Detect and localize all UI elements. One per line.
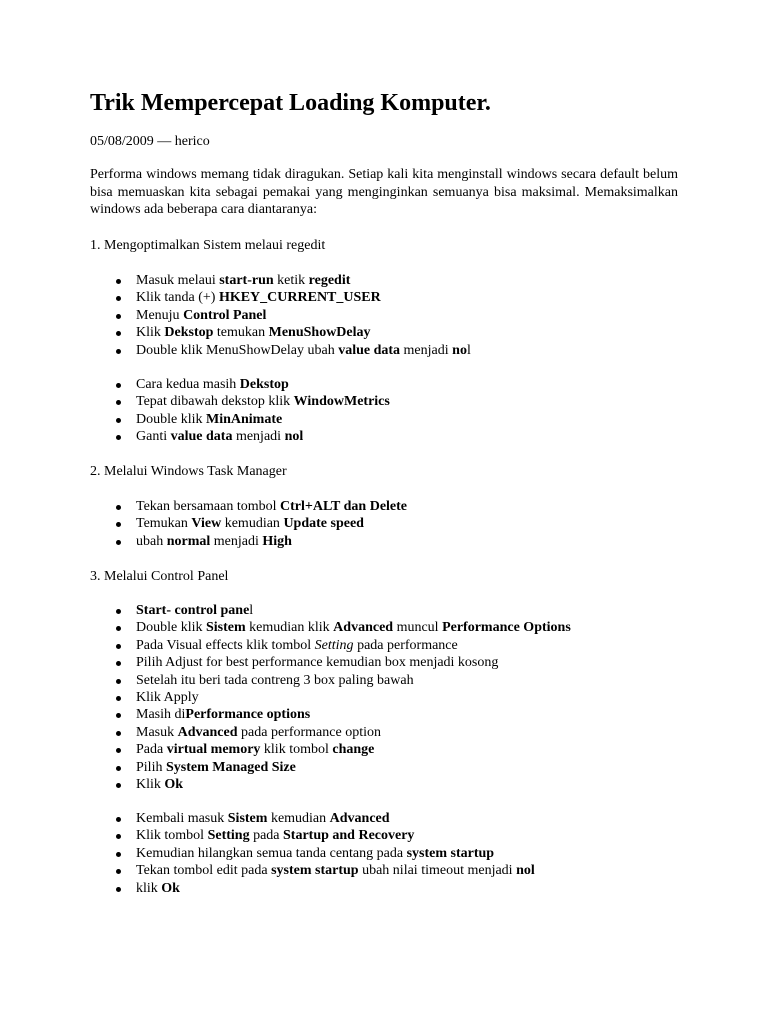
section-title: 3. Melalui Control Panel	[90, 569, 229, 584]
list-item-text: Pada Visual effects klik tombol	[136, 637, 315, 653]
list-item	[90, 724, 571, 741]
list-item	[90, 689, 571, 706]
list-item-text: MinAnimate	[206, 411, 283, 427]
list-item-text: regedit	[308, 273, 351, 288]
list-item	[90, 845, 535, 862]
section-title: 2. Melalui Windows Task Manager	[90, 464, 287, 479]
list-item-text: Control Panel	[183, 307, 267, 323]
list-item-text: Cara kedua masih	[136, 377, 240, 392]
list-item-text: Temukan	[136, 516, 192, 532]
list-item-text: Performance Options	[442, 620, 571, 636]
list-item	[90, 706, 571, 723]
list-item-text: Setelah itu beri tada contreng 3 box paling bawah	[136, 672, 414, 688]
list-item-text: Pilih Adjust for best performance kemudian box menjadi kosong	[136, 655, 499, 671]
bullet-list	[90, 602, 571, 793]
list-item-text: normal	[166, 533, 211, 549]
list-item-text: Klik	[136, 777, 165, 793]
list-item	[90, 533, 407, 550]
list-item-text: system startup	[406, 845, 495, 861]
list-item-text: temukan	[213, 325, 269, 341]
list-item-text: HKEY_CURRENT_USER	[218, 290, 381, 306]
list-item	[90, 602, 571, 619]
list-item	[90, 862, 535, 879]
list-item-text: Advanced	[177, 724, 238, 740]
list-item-text: Sistem	[227, 811, 268, 826]
list-item-text: l	[249, 603, 254, 618]
list-item-text: l	[466, 342, 471, 358]
bullet-list	[90, 376, 390, 446]
list-item	[90, 411, 390, 428]
list-item-text: Setting	[207, 828, 250, 844]
list-item-text: menjadi	[400, 342, 453, 358]
list-item-text: pada performance option	[237, 724, 381, 740]
list-item-text: Ok	[161, 880, 180, 896]
list-item	[90, 289, 471, 306]
bullet-list	[90, 810, 535, 897]
list-item-text: High	[262, 533, 292, 549]
list-item-text: Tekan bersamaan tombol	[136, 499, 281, 514]
list-item-text: kemudian	[221, 516, 284, 532]
list-item-text: ubah	[136, 533, 167, 549]
list-item-text: Advanced	[329, 811, 390, 826]
list-item-text: nol	[284, 429, 304, 445]
list-item	[90, 637, 571, 654]
list-item-text: value data	[170, 429, 233, 445]
list-item	[90, 428, 390, 445]
list-item-text: Kemudian hilangkan semua tanda centang pada	[136, 845, 407, 861]
list-item	[90, 376, 390, 393]
list-item-text: no	[452, 342, 467, 358]
document-title: Trik Mempercepat Loading Komputer.	[90, 90, 491, 116]
list-item-text: Masuk	[136, 724, 178, 740]
list-item-text: Kembali masuk	[136, 811, 228, 826]
list-item-text: Tepat dibawah dekstop klik	[136, 394, 294, 410]
list-item	[90, 672, 571, 689]
list-item-text: Start- control pane	[136, 603, 250, 618]
section-title: 1. Mengoptimalkan Sistem melaui regedit	[90, 238, 326, 253]
bullet-list	[90, 272, 471, 359]
list-item-text: value data	[338, 342, 401, 358]
list-item-text: menjadi	[232, 429, 285, 445]
list-item-text: Klik Apply	[136, 690, 199, 706]
list-item	[90, 619, 571, 636]
list-item-text: kemudian	[267, 811, 330, 826]
post-meta: 05/08/2009 — herico	[90, 134, 210, 149]
intro-paragraph: Performa windows memang tidak diragukan. Setiap kali kita menginstall windows secara default belum bisa memuaskan kita sebagai pemakai yang menginginkan semuanya bisa maksimal. Memaksimalkan windows ada beberapa cara diantaranya:	[90, 167, 678, 217]
list-item-text: Masih di	[136, 707, 186, 723]
list-item-text: MenuShowDelay	[268, 325, 371, 341]
list-item-text: kemudian klik	[245, 620, 334, 636]
list-item	[90, 324, 471, 341]
list-item	[90, 272, 471, 289]
list-item-text: klik	[136, 880, 162, 896]
list-item	[90, 515, 407, 532]
list-item-text: Masuk melaui	[136, 273, 220, 288]
list-item-text: Klik tombol	[136, 828, 208, 844]
list-item	[90, 654, 571, 671]
list-item	[90, 498, 407, 515]
list-item-text: system startup	[271, 863, 359, 879]
list-item-text: menjadi	[210, 533, 263, 549]
list-item	[90, 759, 571, 776]
list-item-text: virtual memory	[166, 742, 261, 758]
list-item-text: Advanced	[333, 620, 394, 636]
list-item-text: System Managed Size	[165, 759, 296, 775]
list-item-text: klik tombol	[260, 742, 333, 758]
list-item-text: Tekan tombol edit pada	[136, 863, 272, 879]
list-item	[90, 880, 535, 897]
list-item-text: ubah nilai timeout menjadi	[358, 863, 517, 879]
list-item-text: Pada	[136, 742, 167, 758]
list-item-text: Ganti	[136, 429, 171, 445]
list-item-text: Double klik	[136, 411, 206, 427]
list-item	[90, 307, 471, 324]
list-item-text: Dekstop	[239, 377, 289, 392]
list-item-text: Double klik	[136, 620, 206, 636]
list-item-text: WindowMetrics	[293, 394, 390, 410]
list-item-text: Double klik MenuShowDelay ubah	[136, 342, 339, 358]
list-item-text: Performance options	[185, 707, 311, 723]
list-item-text: Ctrl+ALT dan Delete	[280, 499, 408, 514]
list-item-text: Setting	[314, 637, 354, 653]
list-item-text: muncul	[393, 620, 443, 636]
list-item	[90, 393, 390, 410]
list-item-text: Sistem	[206, 620, 246, 636]
list-item-text: pada performance	[353, 637, 458, 653]
list-item-text: Pilih	[136, 759, 166, 775]
list-item-text: Klik tanda (+)	[136, 290, 219, 306]
list-item-text: Menuju	[136, 307, 184, 323]
list-item-text: Dekstop	[164, 325, 214, 341]
list-item-text: change	[332, 742, 375, 758]
list-item-text: Ok	[164, 777, 184, 793]
list-item-text: View	[191, 516, 222, 532]
list-item	[90, 342, 471, 359]
list-item-text: ketik	[273, 273, 309, 288]
list-item	[90, 827, 535, 844]
list-item	[90, 810, 535, 827]
list-item	[90, 741, 571, 758]
list-item-text: Update speed	[283, 516, 364, 532]
list-item-text: pada	[249, 828, 283, 844]
list-item-text: Klik	[136, 325, 165, 341]
list-item-text: start-run	[219, 273, 274, 288]
list-item-text: Startup and Recovery	[283, 828, 415, 844]
list-item	[90, 776, 571, 793]
bullet-list	[90, 498, 407, 550]
list-item-text: nol	[516, 863, 535, 879]
